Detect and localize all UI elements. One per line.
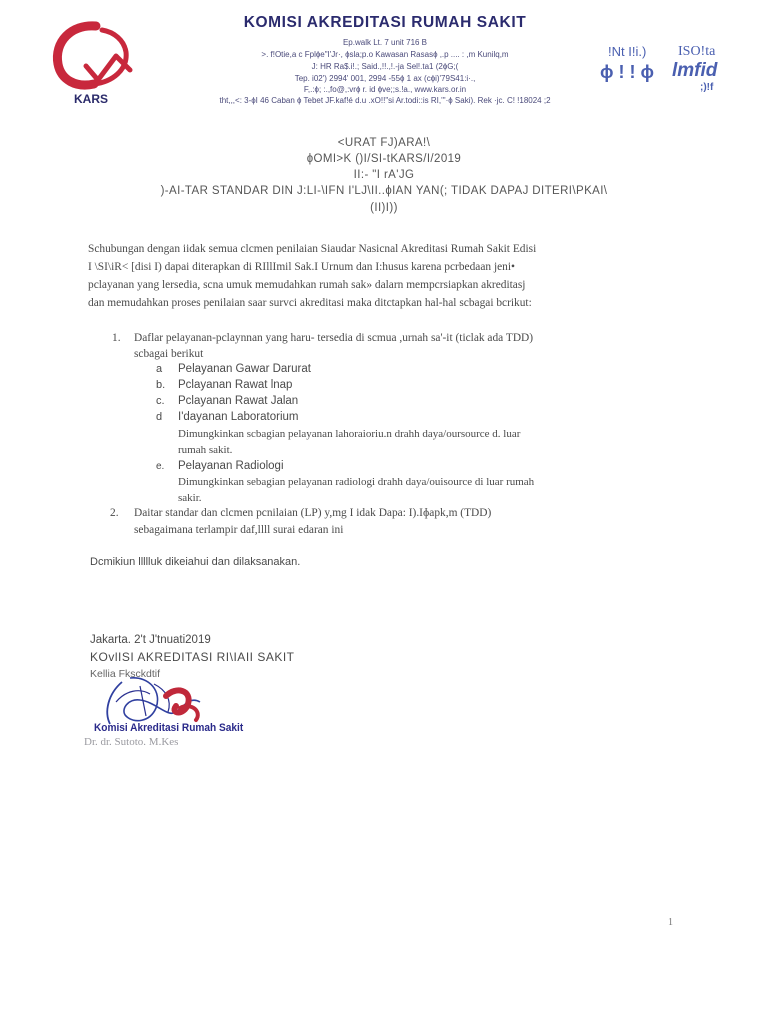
list-item-text: scbagai berikut <box>134 348 204 360</box>
signatory-position: Kellia Fksckdtif <box>90 668 161 680</box>
subitem-label: Pclayanan Rawat lnap <box>178 379 293 391</box>
iso-text: lmfid <box>672 60 718 81</box>
signatory-organization: KOvlISI AKREDITASI RI\IAII SAKIT <box>90 650 295 664</box>
address-line: tht,,,<: 3-ɸI 46 Caban ɸ Tebet JF.kaf!é d.u .xO!!"si Ar.todi::is RI,'''·ɸ Saki). Rek ·jc. C! !18024 ;2 <box>219 96 551 105</box>
signatory-name: Dr. dr. Sutoto. M.Kes <box>84 736 179 748</box>
subitem-marker: b. <box>156 379 166 391</box>
subitem-note: rumah sakit. <box>178 444 233 456</box>
iso-text: !Nt I!i.) <box>608 44 647 59</box>
letter-subject-label: II:- "I rA'JG <box>353 169 415 181</box>
address-line: Ep.walk Lt. 7 unit 716 B <box>342 38 428 47</box>
subitem-label: Pclayanan Rawat Jalan <box>178 395 299 407</box>
address-line: >. f!Otie,a c Fplɸe"I'Jr·, ɸsla;p.o Kawasan Rasasɸ ,.p .... : ,m Kunilq,m <box>261 50 509 59</box>
address-line: Tep. i02') 2994' 001, 2994 -55ɸ 1 ax (cɸi)'79S41:i·., <box>294 74 476 83</box>
signature-stamp <box>80 672 260 752</box>
list-item-text: Daitar standar dan clcmen pcnilaian (LP) y,mg I idak Dapa: I).Iɸapk,m (TDD) <box>134 507 492 519</box>
subitem-label: Pelayanan Gawar Darurat <box>178 363 311 375</box>
place-date: Jakarta. 2't J'tnuati2019 <box>90 634 211 646</box>
letter-number: ɸOMI>K ()I/SI-tKARS/I/2019 <box>306 153 462 165</box>
iso-text: ɸ ! ! ɸ <box>600 62 654 82</box>
letter-type: <URAT FJ)ARA!\ <box>337 137 431 149</box>
iso-certification-logos <box>596 40 746 100</box>
organization-title: KOMISI AKREDITASI RUMAH SAKIT <box>243 14 527 31</box>
intro-line: I \SI\iR< [disi I) dapai diterapkan di RIllImil Sak.I Urnum dan I:husus karena pcrbedaan jeni• <box>88 261 516 273</box>
intro-line: Schubungan dengan iidak semua clcmen penilaian Siaudar Nasicnal Akreditasi Rumah Sakit Edisi <box>88 243 537 255</box>
subitem-marker: c. <box>156 395 165 407</box>
page-number: 1 <box>668 917 673 928</box>
address-line: J: HR Ra$.i!.; Said.,!!.,!.-ja Sel!.ta1 (2ɸG;( <box>311 62 459 71</box>
iso-text: ISO!ta <box>678 44 716 59</box>
intro-line: pclayanan yang lersedia, scna umuk memudahkan rumah sak» dalarn mempcrsiapkan akreditasj <box>88 279 526 291</box>
subitem-note: Dimungkinkan sebagian pelayanan radiologi drahh daya/ouisource di luar rumah <box>178 476 535 488</box>
list-number: 2. <box>110 507 119 519</box>
address-line: F,.:ɸ; :.,fo@,:vrɸ r. id ɸve;;s.!a., www.kars.or.in <box>303 85 467 94</box>
closing-text: Dcmikiun llllluk dikeiahui dan dilaksanakan. <box>90 556 301 568</box>
letter-subject-abbr: (II)I)) <box>370 202 398 214</box>
subitem-label: Pelayanan Radiologi <box>178 460 284 472</box>
subitem-marker: a <box>156 363 163 375</box>
iso-text: ;)!f <box>700 82 714 93</box>
subitem-marker: d <box>156 411 163 423</box>
subitem-note: sakir. <box>178 492 202 504</box>
stamp-text: Komisi Akreditasi Rumah Sakit <box>94 722 244 734</box>
subitem-marker: e. <box>156 461 165 472</box>
letter-subject: )-AI-TAR STANDAR DIN J:LI-\IFN I'LJ\II..ɸIAN YAN(; TIDAK DAPAJ DITERI\PKAI\ <box>160 185 608 197</box>
list-item-text: Daflar pelayanan-pclaynnan yang haru- tersedia di scmua ,urnah sa'-it (ticlak ada TDD) <box>134 332 534 344</box>
list-number: 1. <box>112 332 121 344</box>
intro-line: dan memudahkan proses penilaian saar survci akreditasi maka ditctapkan hal-hal scbagai bcrikut: <box>88 297 532 309</box>
logo-label: KARS <box>74 92 109 106</box>
subitem-note: Dimungkinkan scbagian pelayanan lahoraioriu.n drahh daya/oursource d. luar <box>178 428 521 440</box>
subitem-label: I'dayanan Laboratorium <box>178 411 299 423</box>
list-item-text: sebagaimana terlampir daf,llll surai edaran ini <box>134 524 344 536</box>
